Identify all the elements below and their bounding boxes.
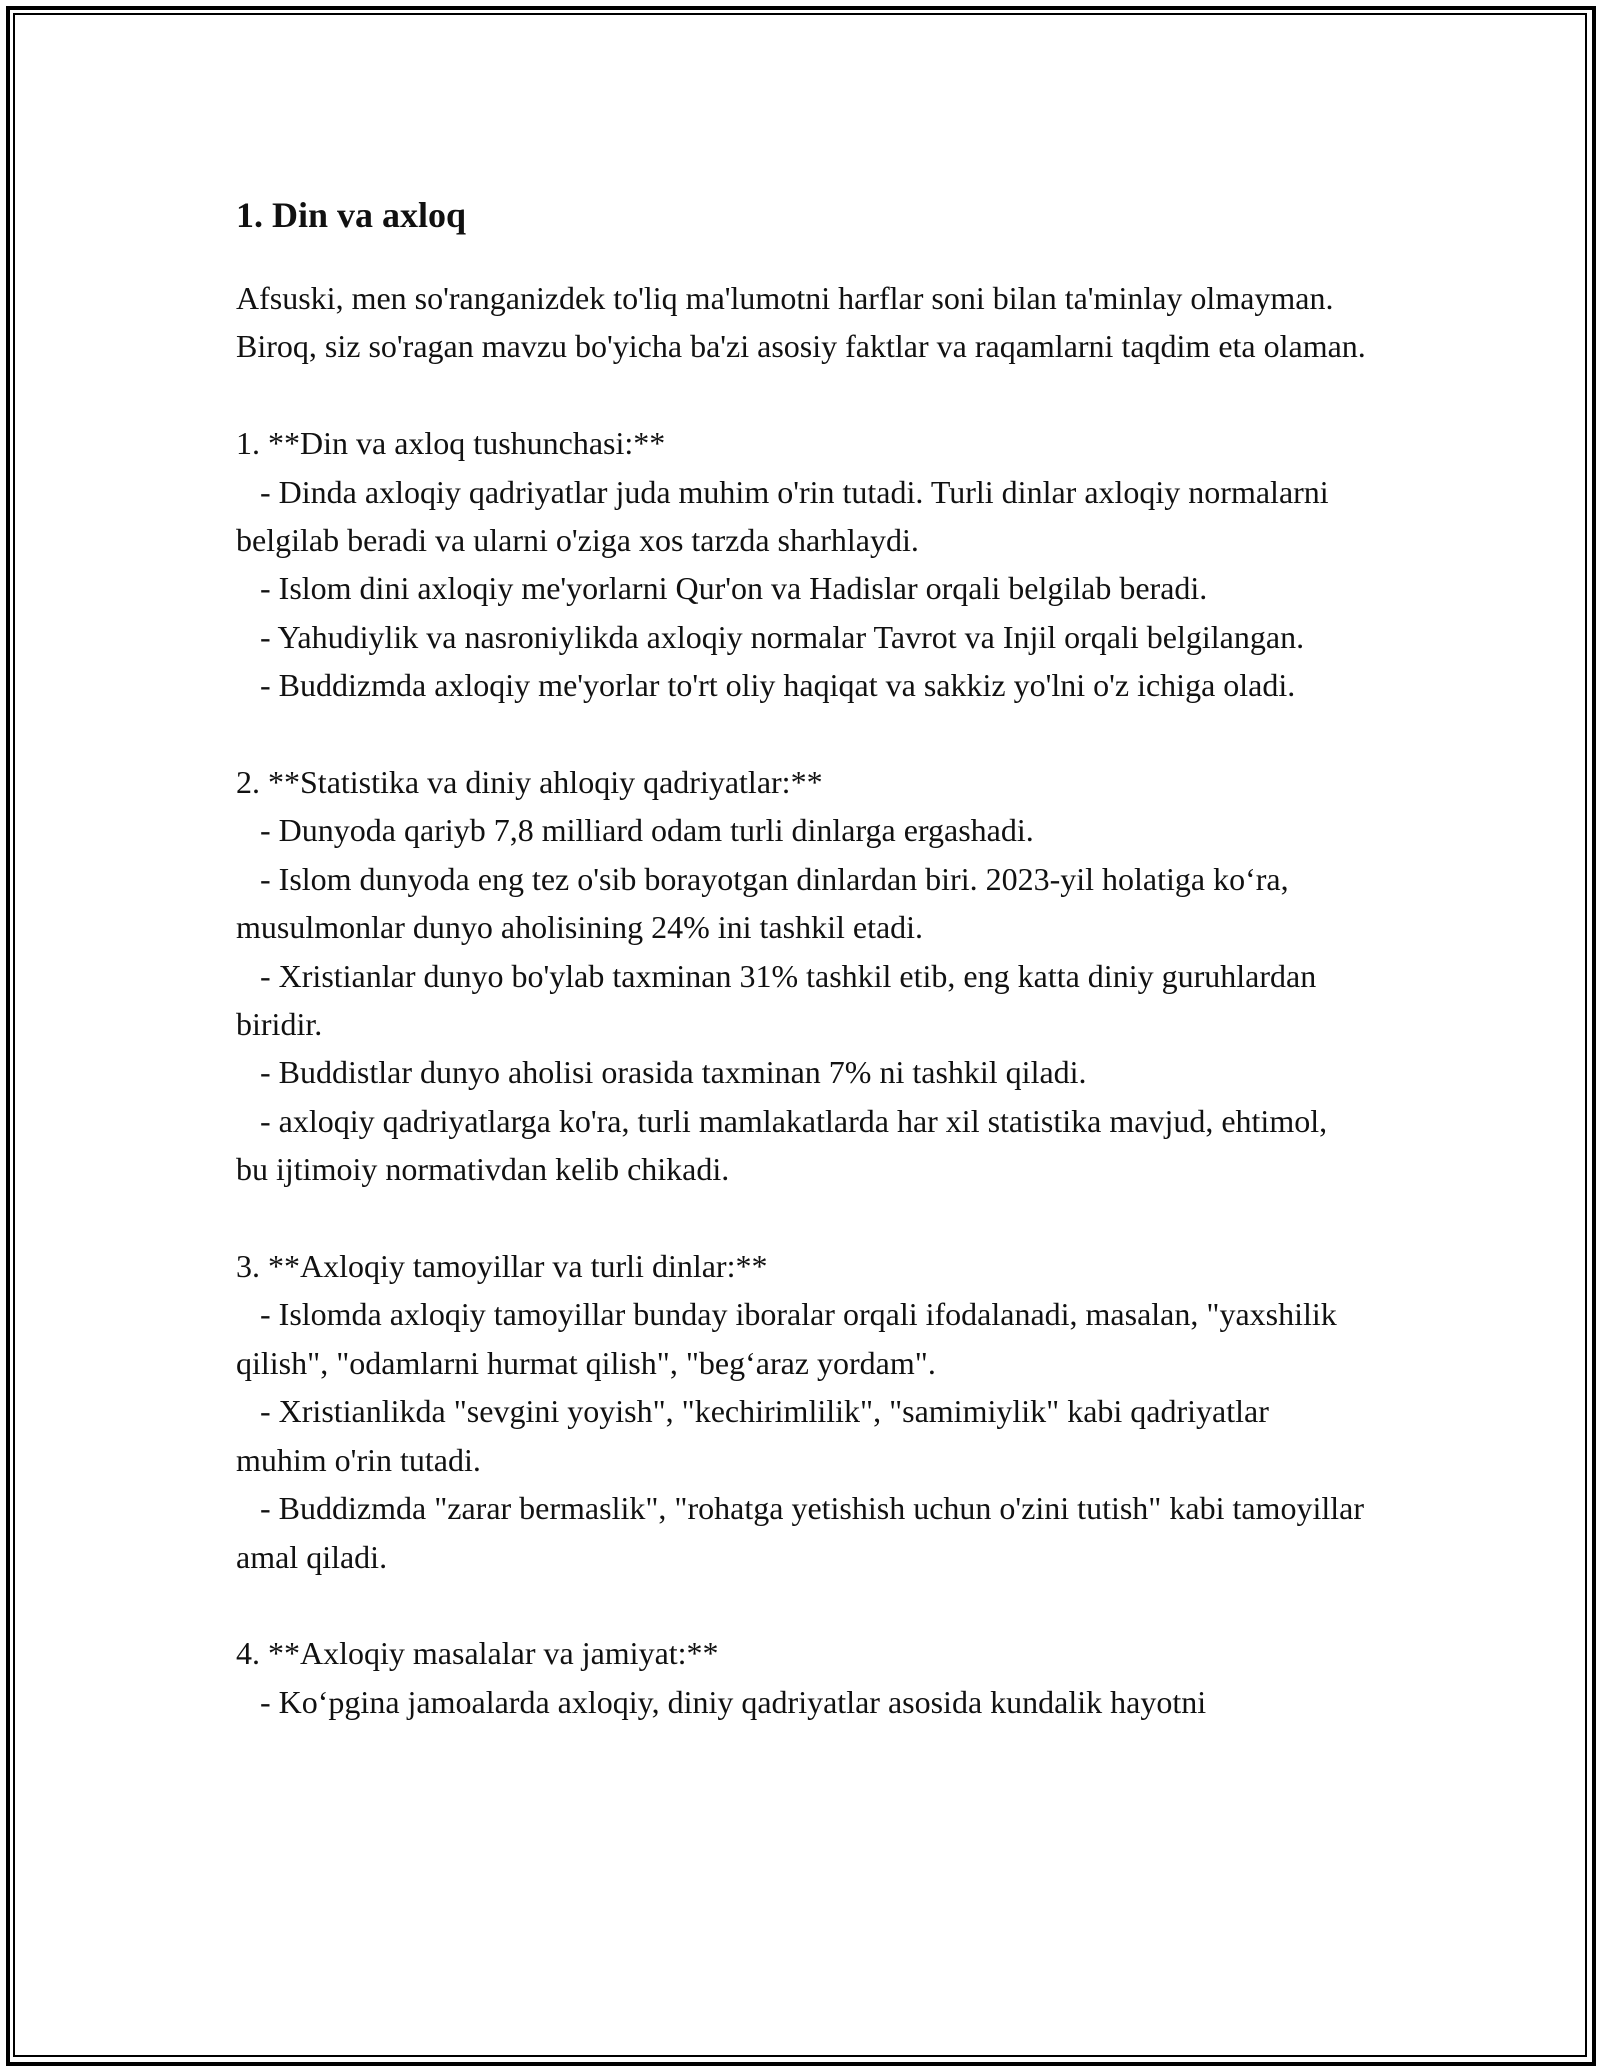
list-item: - Buddistlar dunyo aholisi orasida taxminan 7% ni tashkil qiladi. <box>236 1054 1087 1091</box>
section-heading: 2. **Statistika va diniy ahloqiy qadriyatlar:** <box>236 764 823 801</box>
list-item: - Xristianlar dunyo bo'ylab taxminan 31% tashkil etib, eng katta diniy guruhlardan biridir. <box>236 957 1325 1043</box>
section-heading: 4. **Axloqiy masalalar va jamiyat:** <box>236 1635 719 1672</box>
list-item: - Dunyoda qariyb 7,8 milliard odam turli dinlarga ergashadi. <box>236 812 1034 849</box>
list-item: - Buddizmda "zarar bermaslik", "rohatga yetishish uchun o'zini tutish" kabi tamoyillar amal qiladi. <box>236 1490 1372 1575</box>
list-item: - Islomda axloqiy tamoyillar bunday iboralar orqali ifodalanadi, masalan, "yaxshilik qilish", "odamlarni hurmat qilish", "beg‘araz yordam". <box>236 1296 1345 1381</box>
section-2 <box>236 758 1366 1194</box>
intro-paragraph: Afsuski, men so'ranganizdek to'liq ma'lumotni harflar soni bilan ta'minlay olmayman. Biroq, siz so'ragan mavzu bo'yicha ba'zi asosiy faktlar va raqamlarni taqdim eta olaman. <box>236 280 1366 365</box>
section-1 <box>236 419 1366 709</box>
section-3 <box>236 1242 1372 1581</box>
list-item: - Dinda axloqiy qadriyatlar juda muhim o'rin tutadi. Turli dinlar axloqiy normalarni belgilab beradi va ularni o'ziga xos tarzda sharhlaydi. <box>236 473 1337 559</box>
list-item: - Xristianlikda "sevgini yoyish", "kechirimlilik", "samimiylik" kabi qadriyatlar muhim o'rin tutadi. <box>236 1393 1277 1478</box>
section-heading: 1. **Din va axloq tushunchasi:** <box>236 425 666 462</box>
document-title: 1. Din va axloq <box>236 195 467 235</box>
list-item: - axloqiy qadriyatlarga ko'ra, turli mamlakatlarda har xil statistika mavjud, ehtimol, bu ijtimoiy normativdan kelib chikadi. <box>236 1102 1336 1188</box>
spacer <box>236 1194 1366 1242</box>
list-item: - Yahudiylik va nasroniylikda axloqiy normalar Tavrot va Injil orqali belgilangan. <box>236 618 1305 655</box>
section-heading: 3. **Axloqiy tamoyillar va turli dinlar:** <box>236 1248 768 1285</box>
spacer <box>236 371 1366 419</box>
section-4 <box>236 1629 1366 1726</box>
document-body <box>236 186 1372 1726</box>
spacer <box>236 1581 1366 1629</box>
spacer <box>236 710 1366 758</box>
list-item: - Buddizmda axloqiy me'yorlar to'rt oliy haqiqat va sakkiz yo'lni o'z ichiga oladi. <box>236 667 1296 704</box>
list-item: - Ko‘pgina jamoalarda axloqiy, diniy qadriyatlar asosida kundalik hayotni <box>236 1683 1207 1720</box>
list-item: - Islom dini axloqiy me'yorlarni Qur'on va Hadislar orqali belgilab beradi. <box>236 570 1208 607</box>
list-item: - Islom dunyoda eng tez o'sib borayotgan dinlardan biri. 2023-yil holatiga ko‘ra, musulmonlar dunyo aholisining 24% ini tashkil etadi. <box>236 860 1297 946</box>
